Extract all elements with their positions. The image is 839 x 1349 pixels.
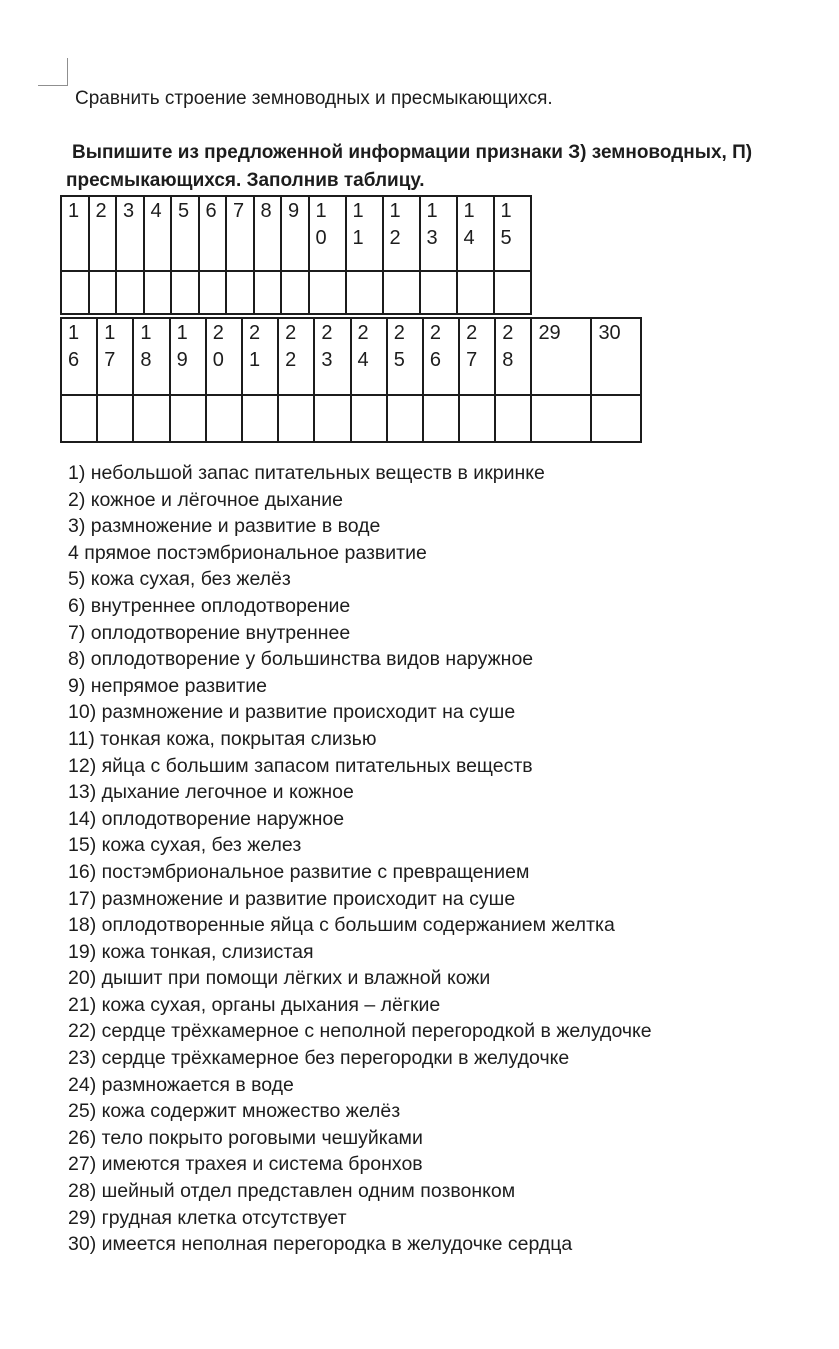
answer-cell-26[interactable] (423, 395, 459, 442)
feature-item-8: 8) оплодотворение у большинства видов наружное (68, 648, 534, 671)
answer-cell-3[interactable] (116, 271, 144, 314)
cell-number-7: 7 (226, 196, 254, 271)
answer-cell-6[interactable] (199, 271, 227, 314)
cell-number-2: 2 (89, 196, 117, 271)
cell-number-5: 5 (171, 196, 199, 271)
feature-item-27: 27) имеются трахея и система бронхов (68, 1153, 423, 1176)
answer-cell-28[interactable] (495, 395, 531, 442)
cell-number-10: 10 (309, 196, 346, 271)
answer-cell-10[interactable] (309, 271, 346, 314)
cell-number-24: 24 (351, 318, 387, 395)
answer-cell-21[interactable] (242, 395, 278, 442)
answer-cell-30[interactable] (591, 395, 641, 442)
feature-item-15: 15) кожа сухая, без желез (68, 834, 302, 857)
feature-item-19: 19) кожа тонкая, слизистая (68, 940, 314, 963)
answer-cell-13[interactable] (420, 271, 457, 314)
feature-item-2: 2) кожное и лёгочное дыхание (68, 488, 343, 511)
answer-cell-11[interactable] (346, 271, 383, 314)
feature-list (68, 460, 652, 1258)
task-instruction-line-1: Выпишите из предложенной информации признаки З) земноводных, П) (72, 142, 753, 163)
answer-cell-9[interactable] (281, 271, 309, 314)
cell-number-16: 16 (61, 318, 97, 395)
feature-item-1: 1) небольшой запас питательных веществ в икринке (68, 462, 545, 484)
feature-item-5: 5) кожа сухая, без желёз (68, 568, 291, 591)
cell-number-22: 22 (278, 318, 314, 395)
feature-item-13: 13) дыхание легочное и кожное (68, 781, 354, 804)
cell-number-30: 30 (591, 318, 641, 395)
answer-cell-18[interactable] (133, 395, 169, 442)
cell-number-14: 14 (457, 196, 494, 271)
cell-number-25: 25 (387, 318, 423, 395)
cell-number-11: 11 (346, 196, 383, 271)
answer-cell-14[interactable] (457, 271, 494, 314)
feature-item-10: 10) размножение и развитие происходит на суше (68, 701, 516, 724)
feature-item-9: 9) непрямое развитие (68, 674, 267, 697)
cell-number-26: 26 (423, 318, 459, 395)
cell-number-13: 13 (420, 196, 457, 271)
feature-item-26: 26) тело покрыто роговыми чешуйками (68, 1126, 423, 1149)
answer-cell-12[interactable] (383, 271, 420, 314)
answer-cell-4[interactable] (144, 271, 172, 314)
answer-cell-17[interactable] (97, 395, 133, 442)
cell-number-21: 21 (242, 318, 278, 395)
feature-item-20: 20) дышит при помощи лёгких и влажной кожи (68, 967, 491, 990)
feature-item-25: 25) кожа содержит множество желёз (68, 1100, 401, 1123)
answer-cell-29[interactable] (531, 395, 591, 442)
answer-cell-27[interactable] (459, 395, 495, 442)
answer-cell-2[interactable] (89, 271, 117, 314)
feature-item-21: 21) кожа сухая, органы дыхания – лёгкие (68, 993, 441, 1016)
answer-row-1-15 (61, 271, 531, 314)
page-margin-corner-mark (38, 58, 68, 86)
cell-number-19: 19 (170, 318, 206, 395)
answer-cell-23[interactable] (314, 395, 350, 442)
feature-item-14: 14) оплодотворение наружное (68, 807, 345, 830)
feature-item-18: 18) оплодотворенные яйца с большим содержанием желтка (68, 914, 615, 937)
cell-number-12: 12 (383, 196, 420, 271)
answer-cell-20[interactable] (206, 395, 242, 442)
answer-cell-25[interactable] (387, 395, 423, 442)
answer-table-row-16-30 (60, 317, 642, 443)
feature-item-23: 23) сердце трёхкамерное без перегородки в желудочке (68, 1047, 570, 1070)
task-instruction (66, 139, 752, 195)
cell-number-15: 15 (494, 196, 531, 271)
answer-cell-15[interactable] (494, 271, 531, 314)
feature-item-4: 4 прямое постэмбриональное развитие (68, 541, 427, 564)
task-title: Сравнить строение земноводных и пресмыкающихся. (75, 88, 553, 109)
cell-number-29: 29 (531, 318, 591, 395)
answer-cell-7[interactable] (226, 271, 254, 314)
answer-cell-16[interactable] (61, 395, 97, 442)
cell-number-27: 27 (459, 318, 495, 395)
cell-number-6: 6 (199, 196, 227, 271)
cell-number-23: 23 (314, 318, 350, 395)
feature-item-11: 11) тонкая кожа, покрытая слизью (68, 727, 377, 750)
feature-item-7: 7) оплодотворение внутреннее (68, 621, 351, 644)
feature-item-12: 12) яйца с большим запасом питательных веществ (68, 754, 533, 777)
feature-item-30: 30) имеется неполная перегородка в желудочке сердца (68, 1233, 573, 1256)
feature-item-17: 17) размножение и развитие происходит на суше (68, 887, 516, 910)
answer-cell-19[interactable] (170, 395, 206, 442)
feature-item-29: 29) грудная клетка отсутствует (68, 1206, 347, 1229)
header-row-1-15 (61, 196, 531, 271)
feature-item-28: 28) шейный отдел представлен одним позвонком (68, 1180, 516, 1203)
feature-item-22: 22) сердце трёхкамерное с неполной перегородкой в желудочке (68, 1020, 652, 1043)
answer-cell-5[interactable] (171, 271, 199, 314)
cell-number-18: 18 (133, 318, 169, 395)
header-row-16-30 (61, 318, 641, 395)
answer-cell-22[interactable] (278, 395, 314, 442)
answer-cell-1[interactable] (61, 271, 89, 314)
cell-number-9: 9 (281, 196, 309, 271)
feature-item-16: 16) постэмбриональное развитие с превращением (68, 860, 530, 883)
answer-cell-24[interactable] (351, 395, 387, 442)
cell-number-28: 28 (495, 318, 531, 395)
cell-number-17: 17 (97, 318, 133, 395)
cell-number-20: 20 (206, 318, 242, 395)
feature-item-24: 24) размножается в воде (68, 1073, 294, 1096)
cell-number-4: 4 (144, 196, 172, 271)
task-instruction-line-2: пресмыкающихся. Заполнив таблицу. (66, 170, 425, 191)
feature-item-3: 3) размножение и развитие в воде (68, 515, 381, 538)
cell-number-1: 1 (61, 196, 89, 271)
cell-number-8: 8 (254, 196, 282, 271)
answer-row-16-30 (61, 395, 641, 442)
feature-item-6: 6) внутреннее оплодотворение (68, 594, 351, 617)
answer-cell-8[interactable] (254, 271, 282, 314)
answer-table-row-1-15 (60, 195, 532, 315)
cell-number-3: 3 (116, 196, 144, 271)
